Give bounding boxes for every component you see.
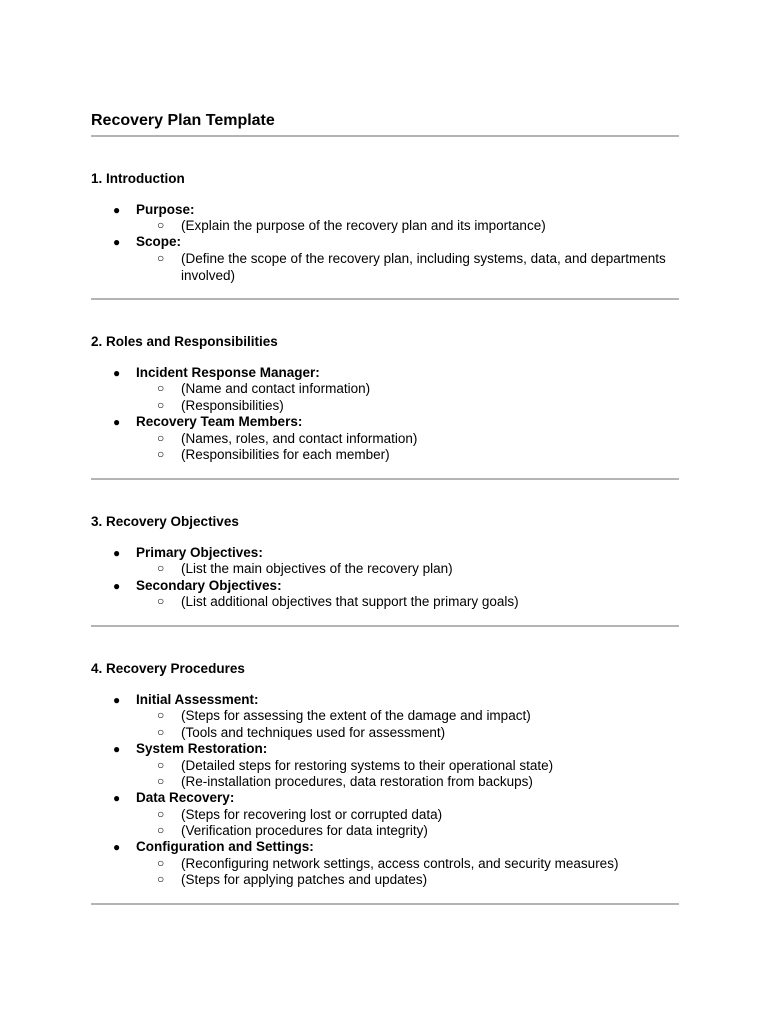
bullet-icon: ● [113,366,121,380]
sub-bullet-icon: ○ [157,561,165,575]
sub-item [157,218,546,235]
sub-bullet-icon: ○ [157,708,165,722]
sub-item-text: (Re-installation procedures, data restoration from backups) [181,774,533,789]
list-item-data-recovery [113,790,235,807]
sub-item [157,725,446,742]
document-title: Recovery Plan Template [91,112,275,129]
sub-item-continuation: involved) [181,268,236,283]
sub-item [157,398,284,415]
sub-item [157,708,531,725]
label-colon: : [262,741,268,756]
sub-item [157,807,443,824]
sub-item-text: (Explain the purpose of the recovery plan and its importance) [181,218,546,233]
sub-item [157,431,418,448]
list-item-label: Initial Assessment [136,692,255,707]
bullet-icon: ● [113,579,121,593]
sub-item-text: (List additional objectives that support the primary goals) [181,594,519,609]
list-item-label: Recovery Team Members [136,414,298,429]
sub-item-text: (Responsibilities) [181,398,284,413]
section-heading-roles: 2. Roles and Responsibilities [91,334,278,349]
bullet-icon: ● [113,203,121,217]
list-item-label: Data Recovery [136,790,230,805]
sub-item-text: (Reconfiguring network settings, access controls, and security measures) [181,856,619,871]
section-heading-introduction: 1. Introduction [91,171,185,186]
label-colon: : [258,545,263,560]
sub-item-text: (Tools and techniques used for assessment) [181,725,446,740]
section-divider [91,903,679,905]
sub-item [157,251,666,268]
label-colon: : [277,578,282,593]
sub-item [157,856,619,873]
bullet-icon: ● [113,791,121,805]
sub-item [157,823,428,840]
sub-item-text: (Steps for assessing the extent of the damage and impact) [181,708,531,723]
sub-item-text: (Verification procedures for data integrity) [181,823,428,838]
sub-bullet-icon: ○ [157,872,165,886]
sub-item-text: (Steps for applying patches and updates) [181,872,428,887]
section-divider [91,625,679,627]
bullet-icon: ● [113,840,121,854]
label-colon: : [315,365,320,380]
list-item-label: Secondary Objectives [136,578,278,593]
bullet-icon: ● [113,742,121,756]
list-item-primary-objectives [113,545,263,562]
sub-item [157,381,371,398]
list-item-initial-assessment [113,692,259,709]
sub-item [157,872,428,889]
list-item-configuration-and-settings [113,839,314,856]
sub-bullet-icon: ○ [157,807,165,821]
sub-bullet-icon: ○ [157,447,165,461]
sub-bullet-icon: ○ [157,856,165,870]
bullet-icon: ● [113,546,121,560]
list-item-system-restoration [113,741,268,758]
label-colon: : [254,692,259,707]
list-item-label: Purpose [136,202,191,217]
section-heading-procedures: 4. Recovery Procedures [91,661,245,676]
sub-bullet-icon: ○ [157,725,165,739]
label-colon: : [309,839,314,854]
sub-bullet-icon: ○ [157,758,165,772]
section-divider [91,298,679,300]
sub-item-text: (Steps for recovering lost or corrupted data) [181,807,443,822]
sub-bullet-icon: ○ [157,594,165,608]
label-colon: : [190,202,195,217]
sub-item [157,561,453,578]
list-item-purpose [113,202,195,219]
sub-bullet-icon: ○ [157,774,165,788]
section-divider [91,478,679,480]
label-colon: : [297,414,303,429]
list-item-label: System Restoration [136,741,263,756]
bullet-icon: ● [113,693,121,707]
bullet-icon: ● [113,235,121,249]
list-item-label: Configuration and Settings [136,839,310,854]
sub-item [157,447,390,464]
sub-item [157,594,519,611]
sub-bullet-icon: ○ [157,431,165,445]
title-divider [91,135,679,137]
sub-item-text: (Names, roles, and contact information) [181,431,418,446]
sub-item [157,758,554,775]
sub-item-text: (List the main objectives of the recovery plan) [181,561,453,576]
sub-bullet-icon: ○ [157,251,165,265]
list-item-recovery-team-members [113,414,303,431]
list-item-label: Incident Response Manager [136,365,316,380]
sub-item-text: (Name and contact information) [181,381,371,396]
sub-item-text: (Define the scope of the recovery plan, including systems, data, and departments [181,251,666,266]
list-item-scope [113,234,182,251]
label-colon: : [229,790,235,805]
sub-bullet-icon: ○ [157,218,165,232]
list-item-label: Primary Objectives [136,545,259,560]
bullet-icon: ● [113,415,121,429]
sub-item-text: (Responsibilities for each member) [181,447,390,462]
section-heading-objectives: 3. Recovery Objectives [91,514,239,529]
label-colon: : [176,234,182,249]
sub-bullet-icon: ○ [157,381,165,395]
sub-bullet-icon: ○ [157,823,165,837]
sub-item [157,774,533,791]
sub-bullet-icon: ○ [157,398,165,412]
list-item-label: Scope [136,234,177,249]
sub-item-text: (Detailed steps for restoring systems to their operational state) [181,758,554,773]
